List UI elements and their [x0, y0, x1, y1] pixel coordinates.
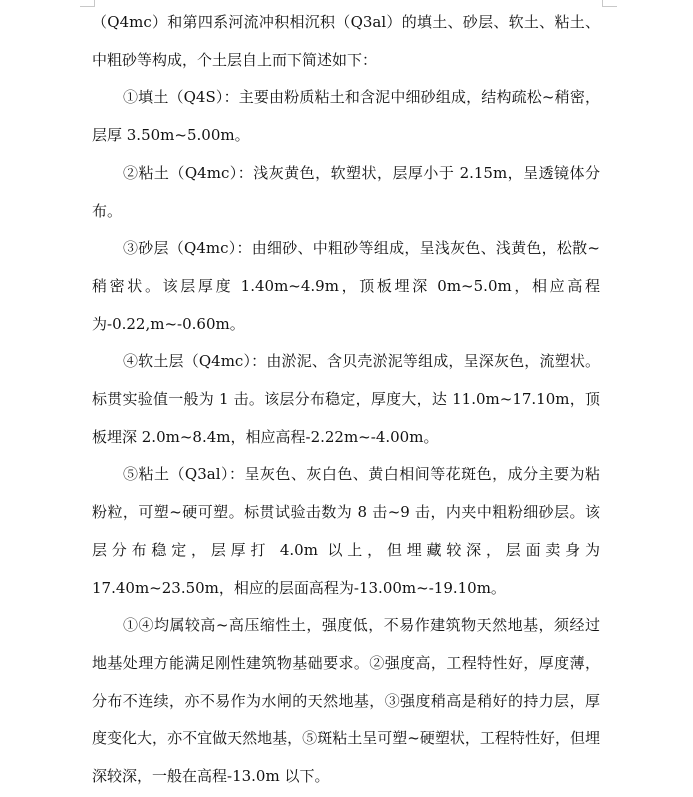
document-body	[92, 4, 600, 796]
paragraph-summary: ①④均属较高~高压缩性土，强度低，不易作建筑物天然地基，须经过地基处理方能满足刚性建筑物基础要求。②强度高，工程特性好，厚度薄，分布不连续，亦不易作为水闸的天然地基，③强度稍高是稍好的持力层，厚度变化大，亦不宜做天然地基，⑤斑粘土呈可塑~硬塑状，工程特性好，但埋深较深，一般在高程-13.0m 以下。	[92, 616, 600, 786]
paragraph-layer-2-clay: ②粘土（Q4mc）：浅灰黄色，软塑状，层厚小于 2.15m，呈透镜体分布。	[92, 163, 600, 220]
margin-corner-mark-right	[602, 0, 617, 7]
paragraph-intro-continuation: （Q4mc）和第四系河流冲积相沉积（Q3al）的填土、砂层、软土、粘土、中粗砂等构成，个土层自上而下简述如下：	[92, 13, 600, 69]
paragraph-layer-4-soft-soil: ④软土层（Q4mc）：由淤泥、含贝壳淤泥等组成，呈深灰色，流塑状。标贯实验值一般为 1 击。该层分布稳定，厚度大，达 11.0m~17.10m，顶板埋深 2.0m~8.4m，相应高程-2.22m~-4.00m。	[92, 352, 600, 446]
paragraph-layer-5-clay: ⑤粘土（Q3al）：呈灰色、灰白色、黄白相间等花斑色，成分主要为粘粉粒，可塑~硬可塑。标贯试验击数为 8 击~9 击，内夹中粗粉细砂层。该层分布稳定，层厚打 4.0m 以上，但埋藏较深，层面卖身为 17.40m~23.50m，相应的层面高程为-13.00m~-19.10m。	[92, 465, 600, 597]
paragraph-layer-1-fill: ①填土（Q4S）：主要由粉质粘土和含泥中细砂组成，结构疏松~稍密，层厚 3.50m~5.00m。	[92, 88, 600, 145]
paragraph-layer-3-sand: ③砂层（Q4mc）：由细砂、中粗砂等组成，呈浅灰色、浅黄色，松散~稍密状。该层厚度 1.40m~4.9m，顶板埋深 0m~5.0m，相应高程为-0.22,m~-0.60m。	[92, 239, 600, 333]
